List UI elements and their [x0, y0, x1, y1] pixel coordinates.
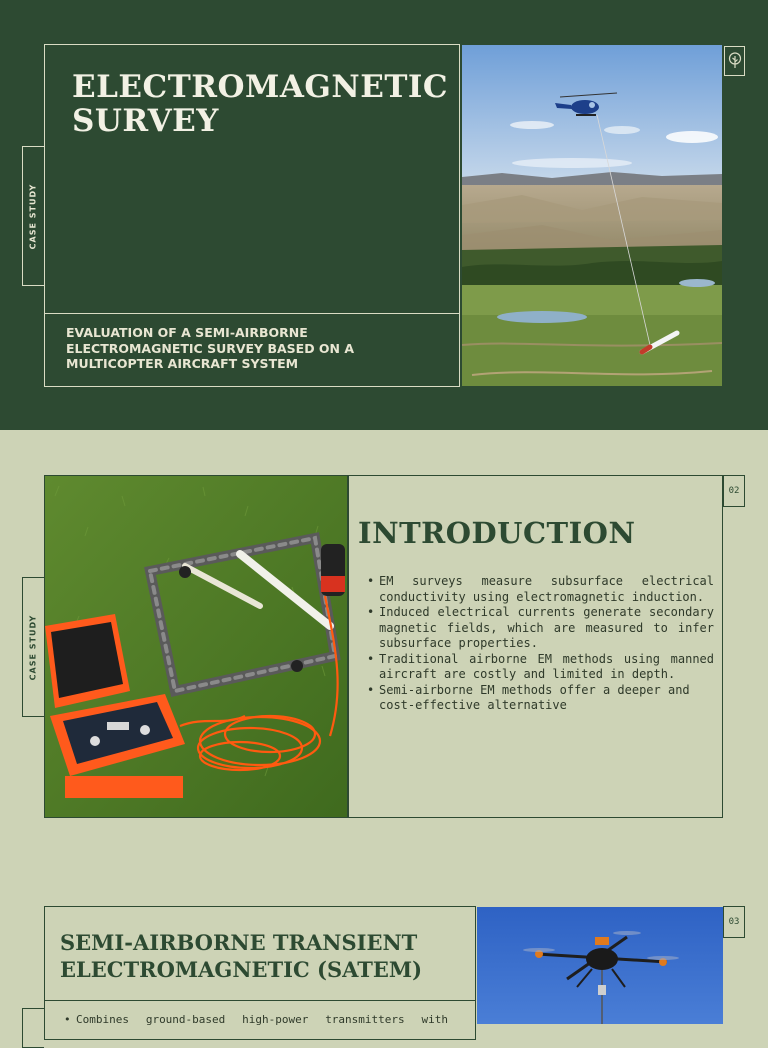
- cover-side-label: CASE STUDY: [28, 183, 38, 249]
- drone-photo: [477, 907, 723, 1024]
- intro-bullet-list: [367, 574, 714, 714]
- helicopter-photo: [462, 45, 722, 386]
- em-equipment-graphic: [45, 476, 348, 817]
- intro-title: INTRODUCTION: [358, 516, 636, 550]
- intro-bullet-1: • EM surveys measure subsurface electrical conductivity using electromagnetic induction.: [367, 574, 714, 605]
- satem-side-tab: [22, 1008, 44, 1048]
- cover-icon-box: [724, 46, 745, 76]
- cover-subtitle: EVALUATION OF A SEMI-AIRBORNE ELECTROMAGNETIC SURVEY BASED ON A MULTICOPTER AIRCRAFT SYSTEM: [66, 325, 355, 371]
- cover-title-line-1: ELECTROMAGNETIC: [72, 69, 449, 105]
- intro-side-tab-wrap: [22, 577, 44, 717]
- page-number-badge-3: 03: [723, 906, 745, 938]
- tree-icon: [728, 52, 742, 70]
- intro-side-label: CASE STUDY: [28, 614, 38, 680]
- satem-bullet-1: • Combines ground-based high-power transmitters with: [64, 1012, 448, 1027]
- satem-title-line-2: ELECTROMAGNETIC (SATEM): [60, 957, 423, 982]
- satem-title-line-1: SEMI-AIRBORNE TRANSIENT: [60, 930, 418, 955]
- drone-photo-graphic: [477, 907, 723, 1024]
- em-equipment-photo: [45, 476, 348, 817]
- intro-divider: [347, 475, 349, 818]
- page-number-badge: 02: [723, 475, 745, 507]
- satem-bullet-list: [64, 1012, 448, 1027]
- satem-title: [60, 929, 470, 983]
- intro-bullet-3: • Traditional airborne EM methods using manned aircraft are costly and limited in depth.: [367, 652, 714, 683]
- helicopter-photo-graphic: [462, 45, 722, 386]
- cover-title: [72, 70, 452, 138]
- cover-side-tab-wrap: [22, 146, 44, 286]
- intro-bullet-2: • Induced electrical currents generate secondary magnetic fields, which are measured to infer subsurface properties.: [367, 605, 714, 652]
- cover-title-line-2: SURVEY: [72, 103, 219, 139]
- intro-bullet-4: • Semi-airborne EM methods offer a deeper and cost-effective alternative: [367, 683, 714, 714]
- sensor-coil: [321, 544, 345, 596]
